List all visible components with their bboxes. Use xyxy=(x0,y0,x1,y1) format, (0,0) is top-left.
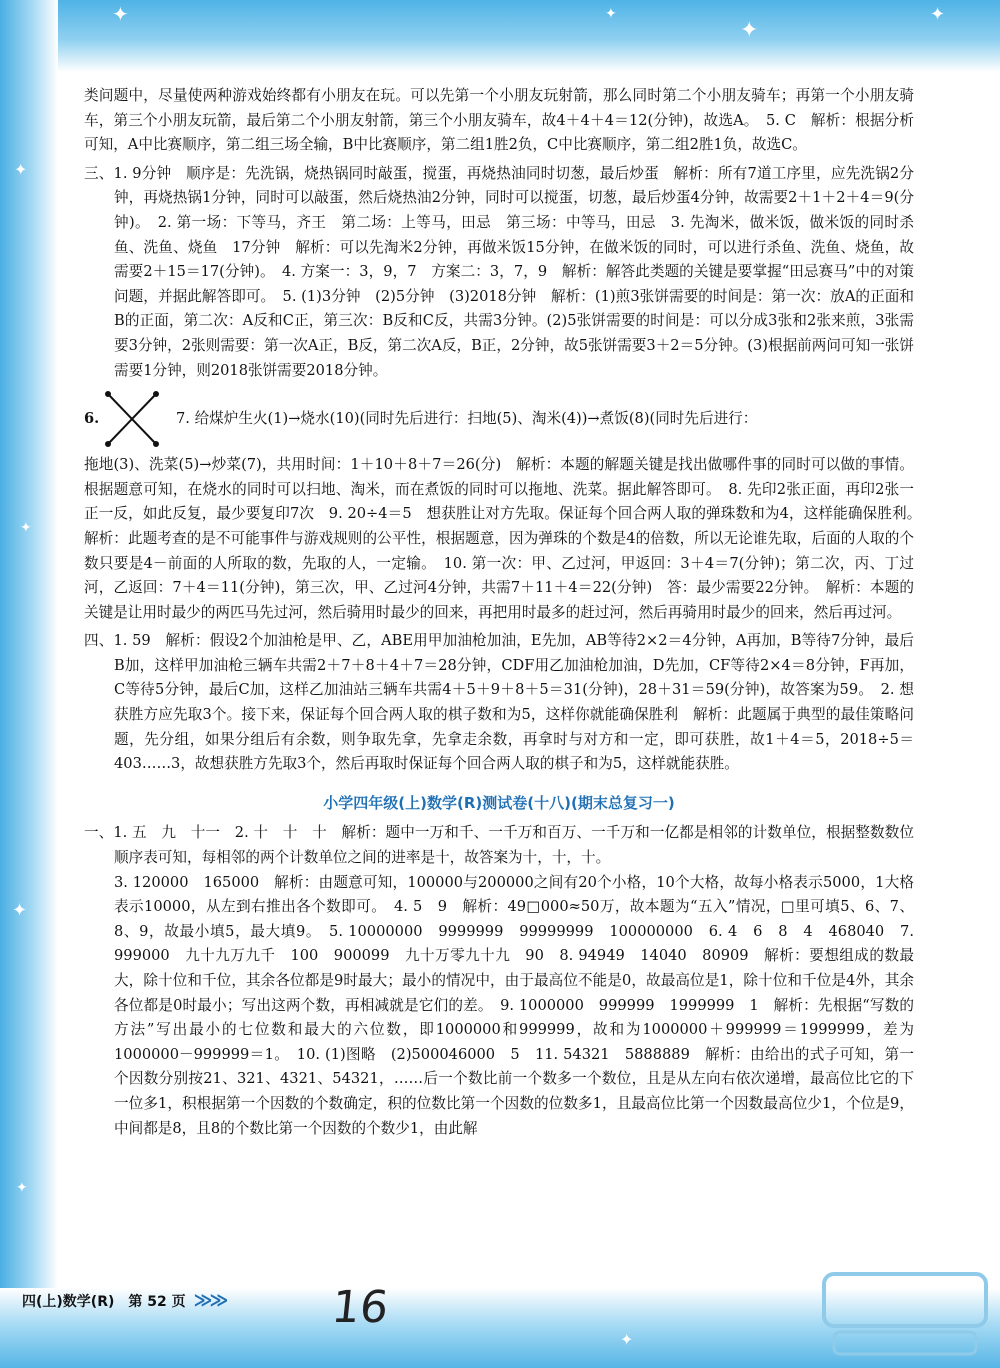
sparkle-icon: ✦ xyxy=(620,1330,634,1349)
section-three: 三、1. 9分钟 顺序是：先洗锅，烧热锅同时敲蛋，搅蛋，再烧热油同时切葱，最后炒蛋 解析：所有7道工序里，应先洗锅2分钟，再烧热锅1分钟，同时可以敲蛋，然后烧热油2分钟，同时可以搅蛋，切葱，最后炒蛋4分钟，故需要2＋1＋2＋4＝9(分钟)。 2. 第一场：下等马，齐王 第二场：上等马，田忌 第三场：中等马，田忌 3. 先淘米，做米饭，做米饭的同时杀鱼、洗鱼、烧鱼 17分钟 解析：可以先淘米2分钟，再做米饭15分钟，在做米饭的同时，可以进行杀鱼、洗鱼、烧鱼，故需要2＋15＝17(分钟)。 4. 方案一：3，9，7 方案二：3，7，9 解析：解答此类题的关键是要掌握“田忌赛马”中的对策问题，并据此解答即可。 5. (1)3分钟 (2)5分钟 (3)2018分钟 解析：(1)煎3张饼需要的时间是：第一次：放A的正面和B的正面，第二次：A反和C正，第三次：B反和C反，共需3分钟。(2)5张饼需要的时间是：可以分成3张和2张来煎，3张需要3分钟，2张则需要：第一次A正，B反，第二次A反，B正，2分钟，故5张饼需要3＋2＝5分钟。(3)根据前两问可知一张饼需要1分钟，则2018张饼需要2018分钟。 xyxy=(84,164,914,379)
sparkle-icon: ✦ xyxy=(16,1180,28,1196)
footer-arrow-icon: ≫≫ xyxy=(193,1290,226,1311)
watermark-logo xyxy=(820,1270,990,1360)
question-6-number: 6. xyxy=(84,409,100,427)
sparkle-icon: ✦ xyxy=(112,2,129,26)
test-subheading: 小学四年级(上)数学(R)测试卷(十八)(期末总复习一) xyxy=(323,793,675,812)
sparkle-icon: ✦ xyxy=(930,4,946,25)
section-four: 四、1. 59 解析：假设2个加油枪是甲、乙，ABE用甲加油枪加油，E先加，AB等待2×2＝4分钟，A再加，B等待7分钟，最后B加，这样甲加油枪三辆车共需2＋7＋8＋4＋7＝28分钟，CDF用乙加油枪加油，D先加，CF等待2×4＝8分钟，F再加，C等待5分钟，最后C加，这样乙加油站三辆车共需4＋5＋9＋8＋5＝31(分钟)，28＋31＝59(分钟)，故答案为59。 2. 想获胜方应先取3个。接下来，保证每个回合两人取的棋子数和为5，这样你就能确保胜利 解析：此题属于典型的最佳策略问题，先分组，如果分组后有余数，则争取先拿，先拿走余数，再拿时与对方和一定，即可获胜，故1＋4＝5，2018÷5＝403……3，故想获胜方先取3个，然后再取时保证每个回合两人取的棋子和为5，这样就能获胜。 xyxy=(84,632,914,773)
sparkle-icon: ✦ xyxy=(20,520,32,536)
section-one-continued: 3. 120000 165000 解析：由题意可知，100000与200000之间有20个小格，10个大格，故每小格表示5000，1大格表示10000，从左到右推出各个数即可。 4. 5 9 解析：49□000≈50万，故本题为“五入”情况，□里可填5、6、7、8、9，故最小填5，最大填9。 5. 10000000 9999999 99999999 100000000 6. 4 6 8 4 468040 7. 999000 九十九万九千 100 900099 九十万零九十九 90 8. 94949 14040 80909 解析：要想组成的数最大，除十位和千位，其余各位都是9时最大；最小的情况中，由于最高位不能是0，故最高位是1，除十位和千位是4外，其余各位都是0时最小；写出这两个数，再相减就是它们的差。 9. 1000000 999999 1999999 1 解析：先根据“写数的方法”写出最小的七位数和最大的六位数，即1000000和999999，故和为1000000＋999999＝1999999，差为1000000－999999＝1。 10. (1)图略 (2)500046000 5 11. 54321 5888889 解析：由给出的式子可知，第一个因数分别按21、321、4321、54321，……后一个数比前一个数多一个数位，且是从左向右依次递增，最高位比它的下一位多1，积根据第一个因数的个数确定，积的位数比第一个因数的位数多1，且最高位比第一个因数最高位少1，个位是9，中间都是8，且8的个数比第一个因数的个数少1，由此解 xyxy=(114,873,914,1137)
section-one: 一、1. 五 九 十一 2. 十 十 十 解析：题中一万和千、一千万和百万、一千万和一亿都是相邻的计数单位，根据整数数位顺序表可知，每相邻的两个计数单位之间的进率是十，故答案为十，十，十。 xyxy=(84,824,914,867)
paragraph-continuation: 类问题中，尽量使两种游戏始终都有小朋友在玩。可以先第一个小朋友玩射箭，那么同时第二个小朋友骑车；再第一个小朋友骑车，第三个小朋友玩箭，最后第二个小朋友射箭，第三个小朋友骑车，故4＋4＋4＝12(分钟)，故选A。 5. C 解析：根据分析可知，A中比赛顺序，第二组三场全输，B中比赛顺序，第二组1胜2负，C中比赛顺序，第二组2胜1负，故选C。 xyxy=(84,87,914,154)
sparkle-icon: ✦ xyxy=(14,160,28,179)
sparkle-icon: ✦ xyxy=(12,900,28,921)
question-6-row xyxy=(84,387,914,451)
handwritten-number: 16 xyxy=(329,1282,391,1333)
sparkle-icon: ✦ xyxy=(605,6,617,22)
cross-matching-diagram xyxy=(102,388,162,450)
question-7-start: 7. 给煤炉生火(1)→烧水(10)(同时先后进行：扫地(5)、淘米(4))→煮饭(8)(同时先后进行： xyxy=(176,409,758,427)
footer-label: 四(上)数学(R) 第 52 页 xyxy=(22,1293,186,1310)
left-decorative-band xyxy=(0,0,58,1368)
question-7-continuation: 拖地(3)、洗菜(5)→炒菜(7)，共用时间：1＋10＋8＋7＝26(分) 解析：本题的解题关键是找出做哪件事的同时可以做的事情。根据题意可知，在烧水的同时可以扫地、淘米，而在煮饭的同时可以拖地、洗菜。据此解答即可。 8. 先印2张正面，再印2张一正一反，如此反复，最少要复印7次 9. 20÷4＝5 想获胜让对方先取。保证每个回合两人取的弹珠数和为4，这样能确保胜利。 解析：此题考查的是不可能事件与游戏规则的公平性，根据题意，因为弹珠的个数是4的倍数，所以无论谁先取，后面的人取的个数只要是4－前面的人所取的数，先取的人，一定输。 10. 第一次：甲、乙过河，甲返回：3＋4＝7(分钟)；第二次，丙、丁过河，乙返回：7＋4＝11(分钟)，第三次，甲、乙过河4分钟，共需7＋11＋4＝22(分钟) 答：最少需要22分钟。 解析：本题的关键是让用时最少的两匹马先过河，然后骑用时最少的回来，再把用时最多的赶过河，然后再骑用时最少的回来，然后再过河。 xyxy=(84,456,929,621)
answer-content xyxy=(84,84,929,1141)
sparkle-icon: ✦ xyxy=(740,18,759,43)
page-footer xyxy=(22,1290,225,1311)
top-decorative-band xyxy=(0,0,1000,72)
